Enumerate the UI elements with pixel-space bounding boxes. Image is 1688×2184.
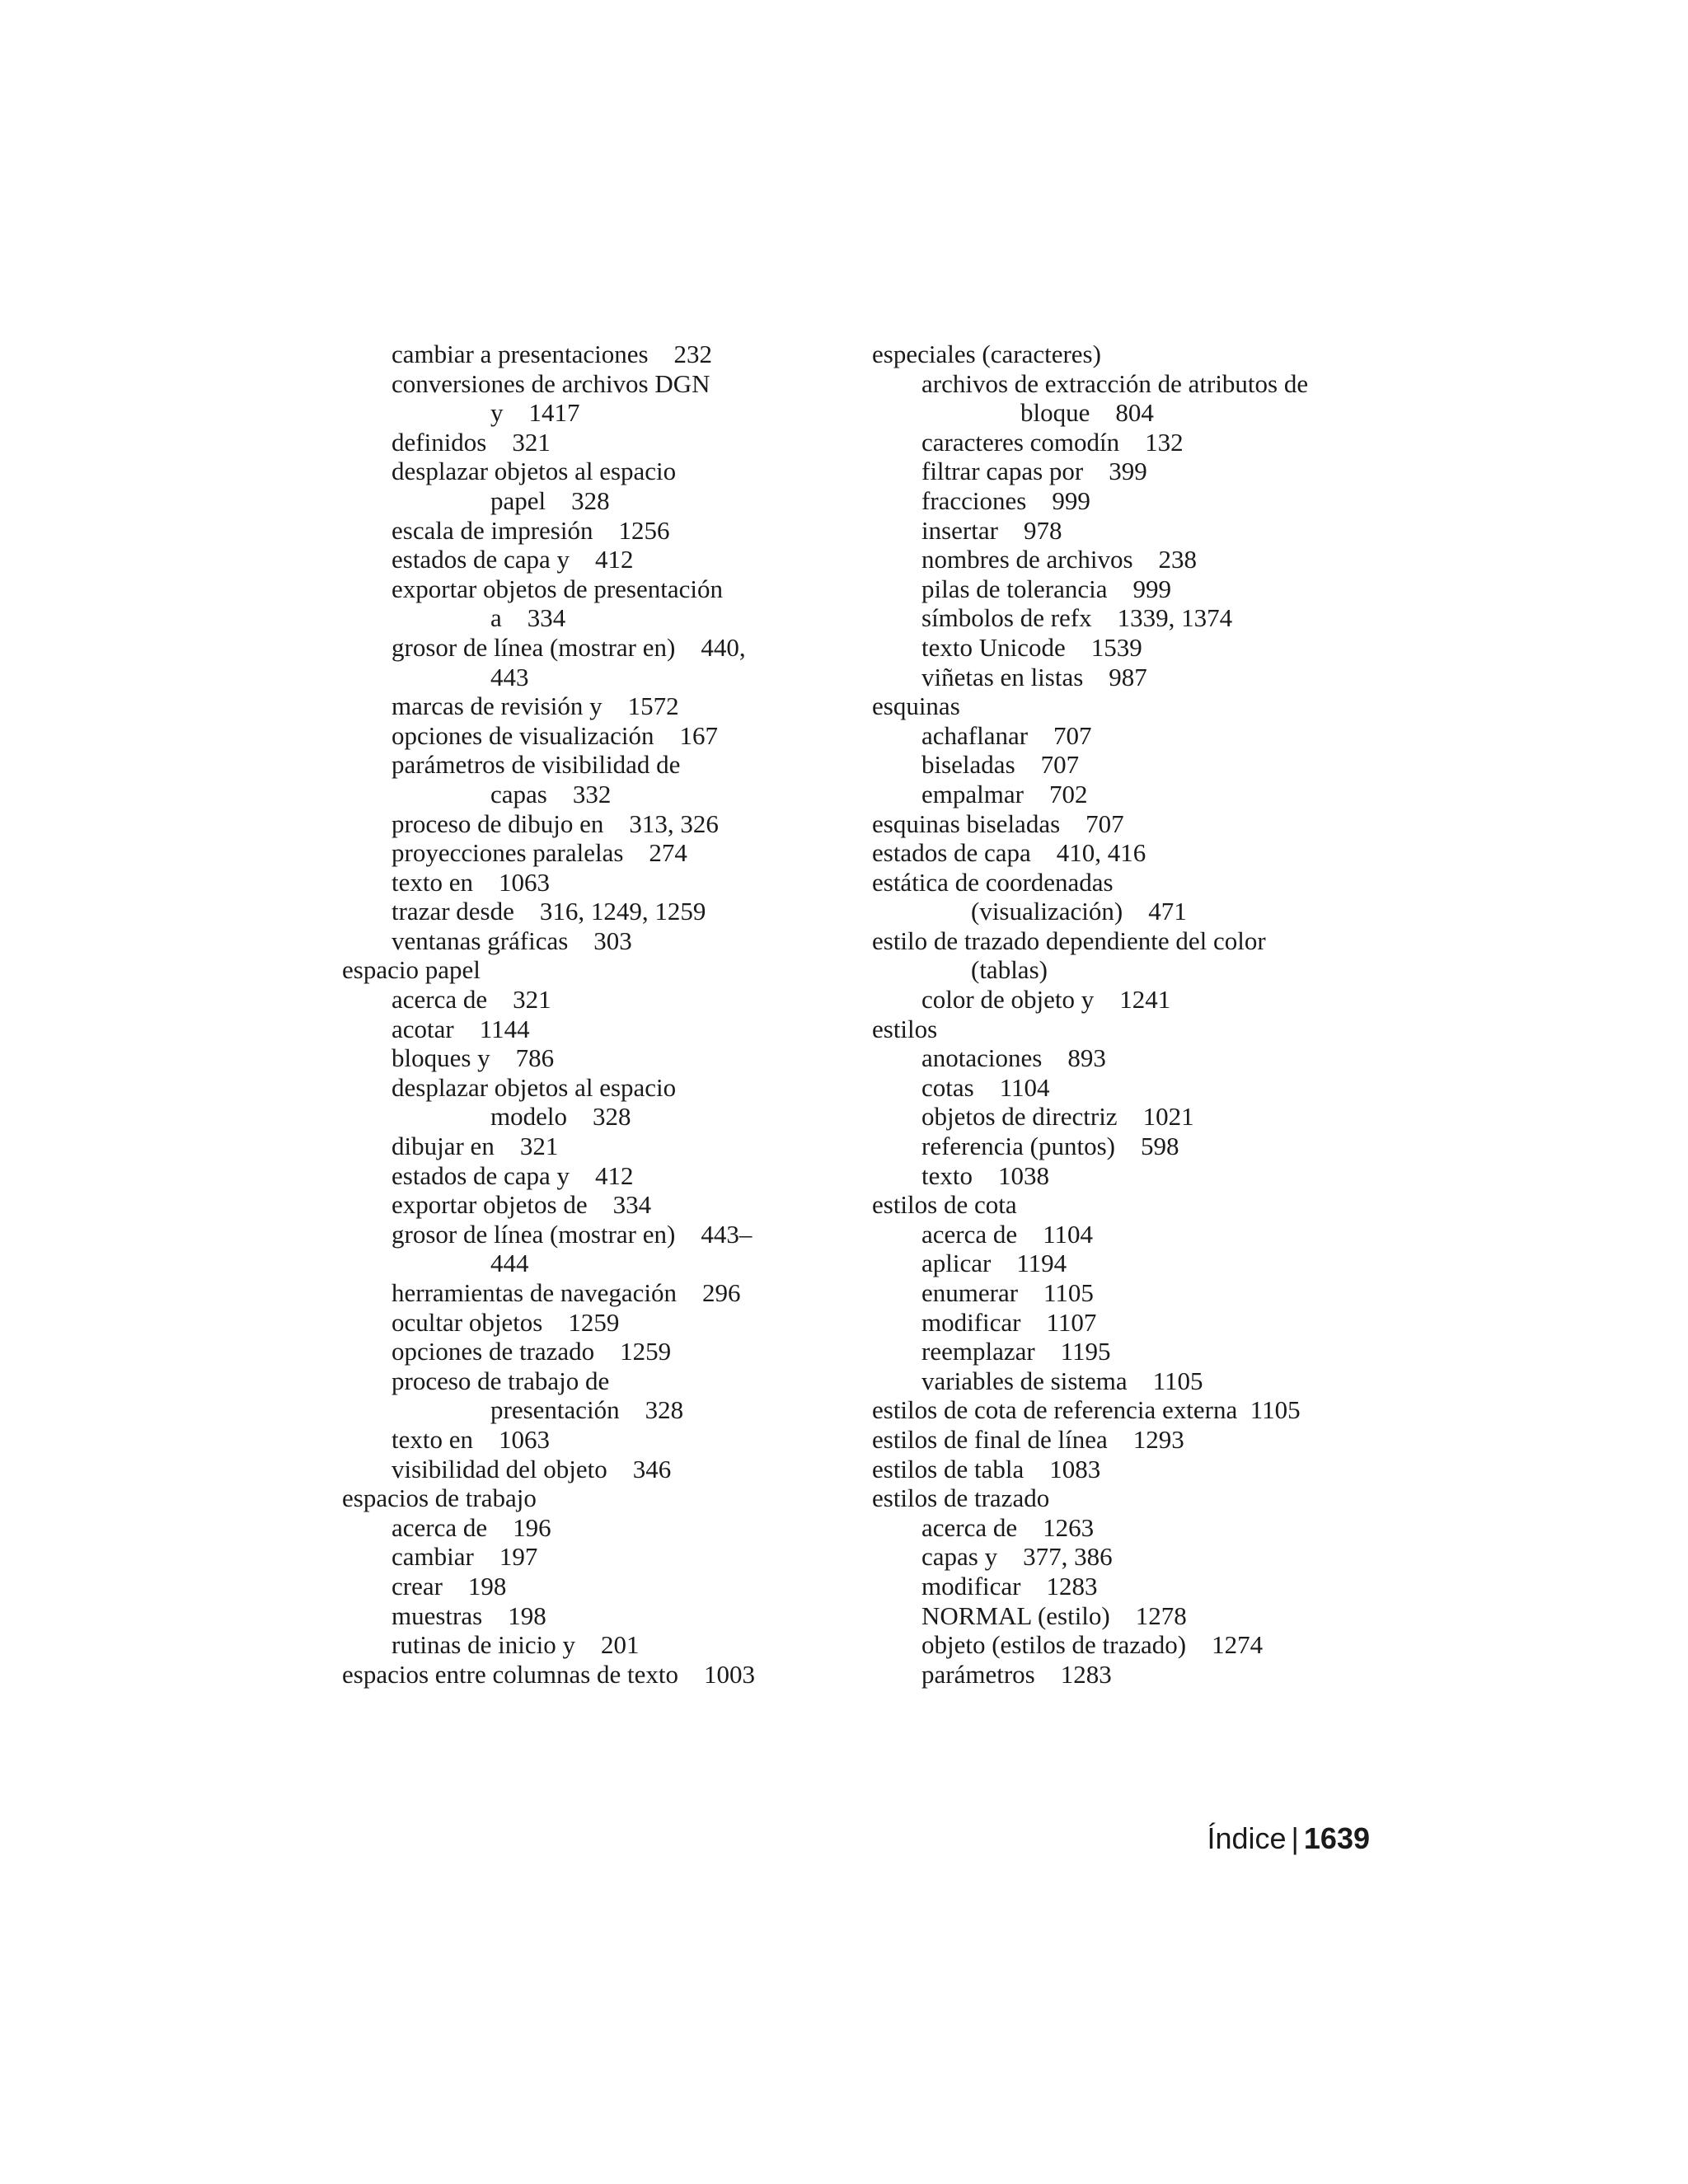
index-subentry: proceso de trabajo de [392,1366,610,1395]
index-subentry: bloques y 786 [392,1043,555,1073]
index-subentry: desplazar objetos al espacio [392,1072,677,1102]
index-subentry: trazar desde 316, 1249, 1259 [392,897,706,926]
index-entry: estática de coordenadas [872,867,1114,897]
index-entry-continuation: modelo 328 [490,1102,631,1132]
index-subentry: cambiar a presentaciones 232 [392,340,713,368]
index-subentry: fracciones 999 [921,485,1090,515]
index-entry: estados de capa 410, 416 [872,838,1146,868]
index-entry: espacio papel [342,955,481,985]
index-entry: espacios entre columnas de texto 1003 [342,1659,756,1689]
index-subentry: cotas 1104 [921,1072,1050,1102]
index-subentry: aplicar 1194 [921,1249,1067,1278]
index-subentry: visibilidad del objeto 346 [392,1454,672,1483]
index-subentry: achaflanar 707 [921,720,1092,750]
index-subentry: símbolos de refx 1339, 1374 [921,603,1233,633]
index-entry: especiales (caracteres) [872,340,1101,368]
index-subentry: acotar 1144 [392,1014,530,1043]
index-entry-continuation: 443 [490,662,529,691]
index-subentry: reemplazar 1195 [921,1337,1111,1366]
index-entry: estilos de tabla 1083 [872,1454,1101,1483]
index-entry: estilo de trazado dependiente del color [872,926,1266,955]
index-entry-continuation: papel 328 [490,485,610,515]
index-column-right [872,340,1367,1689]
index-entry-continuation: bloque 804 [1020,398,1154,428]
index-subentry: archivos de extracción de atributos de [921,368,1309,398]
index-subentry: texto 1038 [921,1160,1049,1190]
index-entry-continuation: y 1417 [490,398,580,428]
footer-separator: | [1291,1821,1299,1855]
index-subentry: empalmar 702 [921,779,1088,808]
index-subentry: biseladas 707 [921,750,1080,780]
index-subentry: definidos 321 [392,427,551,457]
index-subentry: grosor de línea (mostrar en) 443– [392,1219,753,1249]
index-subentry: rutinas de inicio y 201 [392,1630,640,1660]
index-subentry: pilas de tolerancia 999 [921,574,1172,603]
index-subentry: estados de capa y 412 [392,1160,634,1190]
index-subentry: color de objeto y 1241 [921,985,1171,1015]
index-subentry: texto en 1063 [392,1424,550,1454]
index-subentry: herramientas de navegación 296 [392,1278,741,1307]
index-subentry: capas y 377, 386 [921,1542,1113,1572]
index-subentry: objeto (estilos de trazado) 1274 [921,1630,1264,1660]
index-entry-continuation: capas 332 [490,779,612,808]
index-entry: esquinas [872,691,960,721]
index-subentry: referencia (puntos) 598 [921,1132,1179,1161]
index-subentry: enumerar 1105 [921,1278,1094,1307]
index-entry: esquinas biseladas 707 [872,808,1124,838]
index-subentry: viñetas en listas 987 [921,662,1147,691]
index-entry: estilos de trazado [872,1483,1050,1513]
index-subentry: proyecciones paralelas 274 [392,838,687,868]
index-entry-continuation: (visualización) 471 [971,897,1187,926]
index-subentry: insertar 978 [921,515,1062,545]
index-subentry: estados de capa y 412 [392,545,634,574]
index-subentry: texto Unicode 1539 [921,632,1142,662]
index-subentry: proceso de dibujo en 313, 326 [392,808,719,838]
index-subentry: desplazar objetos al espacio [392,457,677,486]
index-entry: estilos [872,1014,938,1043]
index-subentry: grosor de línea (mostrar en) 440, [392,632,746,662]
index-entry-continuation: a 334 [490,603,566,633]
index-subentry: muestras 198 [392,1601,546,1630]
index-subentry: conversiones de archivos DGN [392,368,710,398]
index-column-left [342,340,837,1689]
index-subentry: modificar 1107 [921,1307,1097,1337]
index-entry: estilos de final de línea 1293 [872,1424,1184,1454]
index-subentry: caracteres comodín 132 [921,427,1184,457]
index-subentry: acerca de 1263 [921,1512,1095,1542]
index-subentry: acerca de 196 [392,1512,551,1542]
index-entry: estilos de cota de referencia externa 1105 [872,1395,1301,1425]
index-entry-continuation: presentación 328 [490,1395,684,1425]
index-subentry: opciones de visualización 167 [392,720,719,750]
index-subentry: texto en 1063 [392,867,550,897]
index-subentry: objetos de directriz 1021 [921,1102,1194,1132]
index-subentry: opciones de trazado 1259 [392,1337,672,1366]
index-entry: estilos de cota [872,1190,1017,1220]
index-subentry: cambiar 197 [392,1542,538,1572]
index-subentry: exportar objetos de presentación [392,574,723,603]
index-subentry: ventanas gráficas 303 [392,926,632,955]
index-subentry: variables de sistema 1105 [921,1366,1203,1395]
index-subentry: exportar objetos de 334 [392,1190,652,1220]
index-subentry: NORMAL (estilo) 1278 [921,1601,1187,1630]
index-subentry: parámetros 1283 [921,1659,1112,1689]
index-entry-continuation: 444 [490,1249,529,1278]
index-subentry: anotaciones 893 [921,1043,1106,1073]
index-subentry: dibujar en 321 [392,1132,559,1161]
index-subentry: parámetros de visibilidad de [392,750,681,780]
index-entry: espacios de trabajo [342,1483,537,1513]
index-subentry: nombres de archivos 238 [921,545,1198,574]
index-subentry: modificar 1283 [921,1571,1098,1601]
index-subentry: acerca de 1104 [921,1219,1093,1249]
index-subentry: filtrar capas por 399 [921,457,1147,486]
index-subentry: crear 198 [392,1571,507,1601]
index-entry-continuation: (tablas) [971,955,1048,985]
page-footer [1071,1821,1370,1856]
footer-section-title: Índice [1207,1821,1287,1855]
page-number: 1639 [1303,1821,1370,1855]
index-subentry: ocultar objetos 1259 [392,1307,620,1337]
index-subentry: marcas de revisión y 1572 [392,691,679,721]
index-subentry: acerca de 321 [392,985,551,1015]
index-subentry: escala de impresión 1256 [392,515,670,545]
